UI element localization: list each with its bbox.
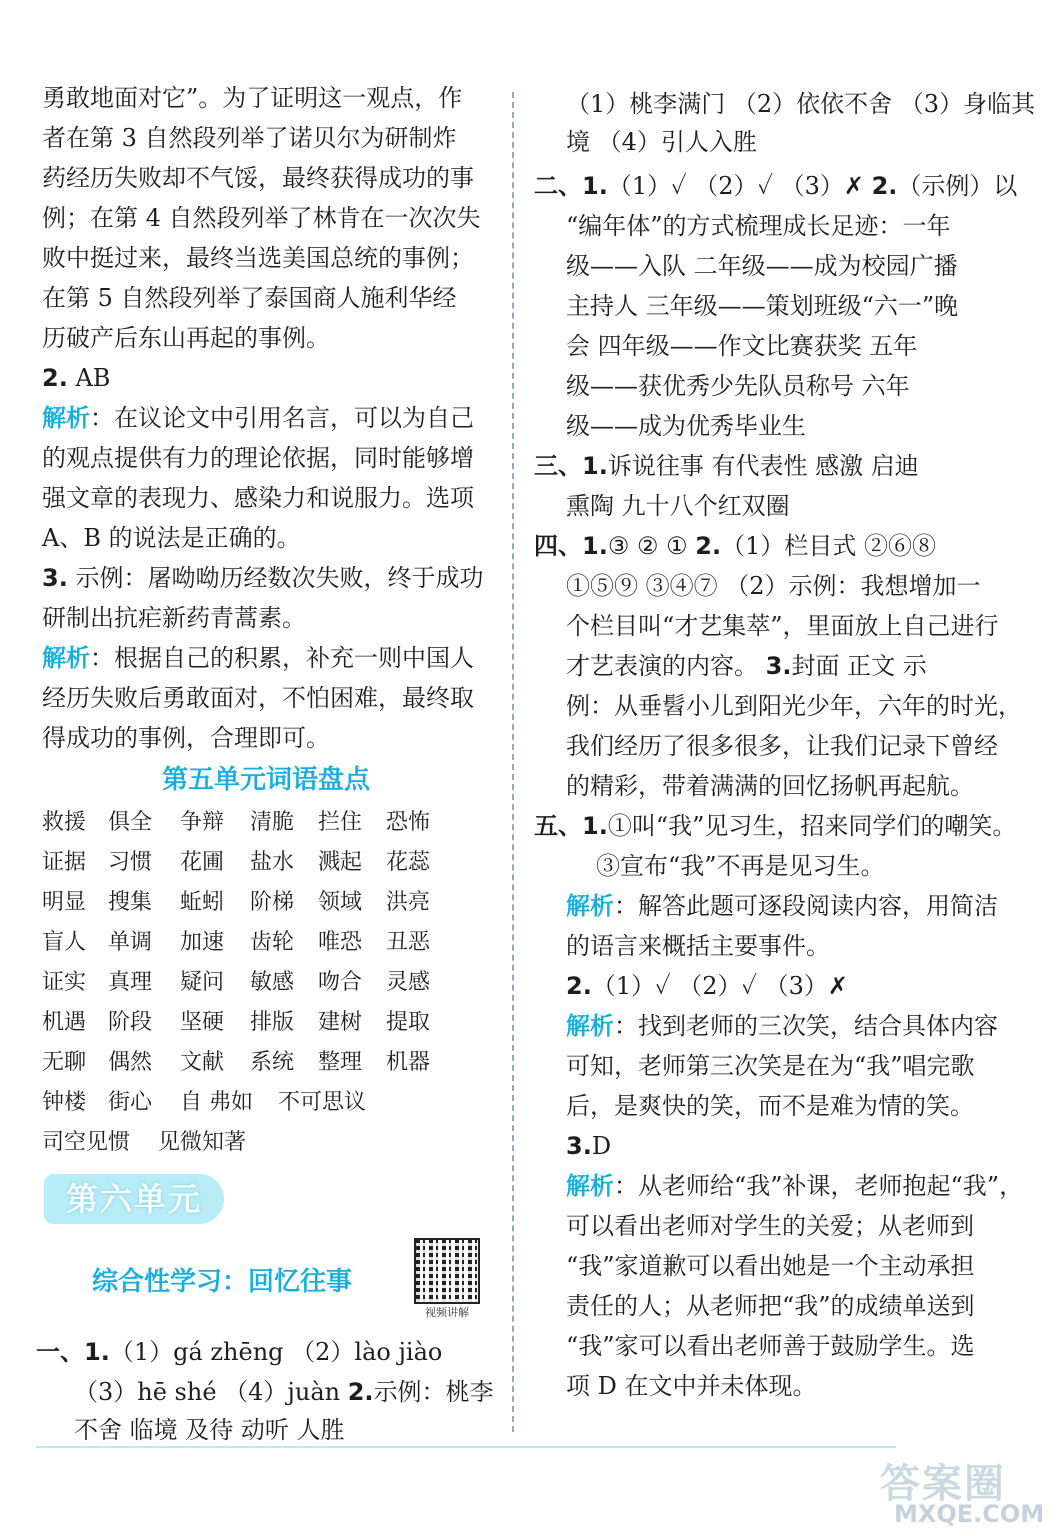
text-line: 勇敢地面对它”。为了证明这一观点，作 [42, 84, 463, 112]
text-line: （1）桃李满门 （2）依依不舍 （3）身临其 [566, 90, 1036, 118]
question-number: 3. [566, 1132, 592, 1160]
answer-text: 示例：屠呦呦历经数次失败，终于成功 [75, 564, 484, 592]
answer-text: ③ ② ① [607, 532, 696, 560]
text-line: 境 （4）引人入胜 [566, 128, 757, 156]
section-title: 第五单元词语盘点 [161, 765, 370, 795]
analysis-text: 可以看出老师对学生的关爱；从老师到 [566, 1212, 974, 1240]
vocab-word: 明显 [42, 890, 87, 915]
vocab-word: 司空见惯 [42, 1130, 131, 1155]
answer-text: AB [75, 364, 111, 392]
analysis-text: ：在议论文中引用名言，可以为自己 [90, 404, 474, 432]
part-prefix: 二、1. [534, 172, 608, 200]
answer-text: 会 四年级——作文比赛获奖 五年 [566, 332, 918, 360]
vocab-word: 街心 [108, 1090, 153, 1115]
vocab-word: 建树 [318, 1010, 363, 1035]
vocab-word: 见微知著 [158, 1130, 247, 1155]
vocab-word: 加速 [180, 930, 225, 955]
vocab-word: 坚硬 [180, 1010, 225, 1035]
answer-line [534, 526, 936, 566]
answer-line [566, 486, 790, 526]
analysis-line [566, 1006, 998, 1046]
watermark [880, 1452, 1050, 1532]
answer-line [566, 406, 806, 446]
vocab-word: 无聊 [42, 1050, 87, 1075]
answer-line [566, 366, 910, 406]
vocab-word: 溅起 [318, 850, 363, 875]
analysis-line [566, 1246, 975, 1286]
part-prefix: 三、1. [534, 452, 608, 480]
analysis-label: 解析 [566, 892, 614, 920]
vocab-word: 阶梯 [250, 890, 295, 915]
analysis-line: 得成功的事例，合理即可。 [42, 724, 330, 752]
vocab-word: 真理 [108, 970, 153, 995]
answer-text: 熏陶 九十八个红双圈 [566, 492, 790, 520]
analysis-text: 责任的人；从老师把“我”的成绩单送到 [566, 1292, 975, 1320]
answer-text: 级——成为优秀毕业生 [566, 412, 806, 440]
question [566, 966, 848, 1006]
answer-text: ①叫“我”见习生，招来同学们的嘲笑。 [607, 812, 1017, 840]
answer-text: 个栏目叫“才艺集萃”，里面放上自己进行 [566, 612, 999, 640]
vocab-word: 救援 [42, 810, 87, 835]
vocab-word: 吻合 [318, 970, 363, 995]
answer-text: 封面 正文 示 [791, 652, 927, 680]
answer-line [596, 846, 885, 886]
vocab-word: 提取 [386, 1010, 431, 1035]
question-3 [42, 558, 483, 598]
analysis-text: ：根据自己的积累，补充一则中国人 [90, 644, 474, 672]
answer-text: 研制出抗疟新药青蒿素。 [42, 604, 306, 632]
text-line: 败中挺过来，最终当选美国总统的事例； [42, 244, 474, 272]
vocab-word: 整理 [318, 1050, 363, 1075]
question [566, 1126, 611, 1166]
answer-text: （1）✓ （2）✓ （3）✗ [607, 172, 872, 200]
pinyin-answer: （1）gá zhēng （2）lào jiào [109, 1338, 443, 1366]
vocab-word: 恐怖 [386, 810, 431, 835]
answer-line [566, 566, 981, 606]
answer-text: ③宣布“我”不再是见习生。 [596, 852, 885, 880]
vocab-word: 证实 [42, 970, 87, 995]
vocab-word: 争辩 [180, 810, 225, 835]
vocab-word: 阶段 [108, 1010, 153, 1035]
vocab-word: 单调 [108, 930, 153, 955]
answer-text: （1）✓ （2）✓ （3）✗ [591, 972, 848, 1000]
question-number: 3. [42, 564, 68, 592]
question-number: 2. [695, 532, 722, 560]
part-prefix: 一、1. [36, 1338, 110, 1366]
analysis-label: 解析 [42, 404, 90, 432]
answer-text: 主持人 三年级——策划班级“六一”晚 [566, 292, 959, 320]
analysis-line [42, 398, 474, 438]
vocab-word: 习惯 [108, 850, 153, 875]
answer-text: D [591, 1132, 612, 1160]
watermark-url: MXQE.COM [894, 1500, 1045, 1528]
vocab-word: 证据 [42, 850, 87, 875]
question-number: 2. [42, 364, 68, 392]
answer-text: 的精彩，带着满满的回忆扬帆再起航。 [566, 772, 974, 800]
analysis-line: A、B 的说法是正确的。 [42, 524, 301, 552]
vocab-word: 灵感 [386, 970, 431, 995]
vocab-word: 机器 [386, 1050, 431, 1075]
column-divider [512, 92, 514, 1432]
answer-line [566, 766, 974, 806]
text-line: 例；在第 4 自然段列举了林肯在一次次失 [42, 204, 481, 232]
part-prefix: 四、1. [534, 532, 608, 560]
answer-text: 才艺表演的内容。 [566, 652, 766, 680]
vocab-word: 洪亮 [386, 890, 431, 915]
answer-line [566, 726, 998, 766]
answer-line [566, 686, 1022, 726]
analysis-line [566, 926, 830, 966]
vocab-word: 俱全 [108, 810, 153, 835]
question-number: 2. [347, 1378, 374, 1406]
vocab-word: 系统 [250, 1050, 295, 1075]
answer-text: 我们经历了很多很多，让我们记录下曾经 [566, 732, 998, 760]
text-line: 药经历失败却不气馁，最终获得成功的事 [42, 164, 474, 192]
analysis-text: “我”家可以看出老师善于鼓励学生。选 [566, 1332, 975, 1360]
part1-line: 不舍 临境 及待 动听 人胜 [74, 1416, 345, 1444]
vocab-word: 机遇 [42, 1010, 87, 1035]
answer-text: （1）栏目式 ②⑥⑧ [721, 532, 936, 560]
analysis-label: 解析 [42, 644, 90, 672]
footer-rule [36, 1446, 896, 1448]
vocab-word: 盐水 [250, 850, 295, 875]
answer-text: （示例）以 [897, 172, 1018, 200]
answer-text: 例：从垂髫小儿到阳光少年，六年的时光， [566, 692, 1022, 720]
vocab-word: 敏感 [250, 970, 295, 995]
analysis-line [566, 1326, 975, 1366]
analysis-label: 解析 [566, 1172, 614, 1200]
part-prefix: 五、1. [534, 812, 608, 840]
pinyin-answer: （3）hē shé （4）juàn [74, 1378, 348, 1406]
vocab-word: 唯恐 [318, 930, 363, 955]
question-number: 3. [765, 652, 792, 680]
answer-text: 示例：桃李 [373, 1378, 494, 1406]
answer-line [534, 806, 1016, 846]
answer-line [534, 166, 1017, 206]
answer-line [566, 646, 927, 686]
analysis-line [42, 638, 474, 678]
analysis-label: 解析 [566, 1012, 614, 1040]
analysis-line [566, 1086, 974, 1126]
sub-title: 综合性学习：回忆往事 [91, 1267, 352, 1297]
vocab-word: 盲人 [42, 930, 87, 955]
analysis-line [566, 1286, 975, 1326]
qr-code-icon[interactable] [414, 1238, 480, 1304]
text-line: 在第 5 自然段列举了泰国商人施利华经 [42, 284, 457, 312]
vocab-word: 丑恶 [386, 930, 431, 955]
analysis-line [566, 1366, 817, 1406]
question-number: 2. [871, 172, 898, 200]
answer-text: 级——获优秀少先队员称号 六年 [566, 372, 910, 400]
text-line: 历破产后东山再起的事例。 [42, 324, 330, 352]
answer-text: “编年体”的方式梳理成长足迹：一年 [566, 212, 951, 240]
vocab-word: 疑问 [180, 970, 225, 995]
vocab-word: 蚯蚓 [180, 890, 225, 915]
analysis-line: 经历失败后勇敢面对，不怕困难，最终取 [42, 684, 474, 712]
vocab-word: 自 弗如 [180, 1090, 253, 1115]
analysis-text: 后，是爽快的笑，而不是难为情的笑。 [566, 1092, 974, 1120]
answer-line [566, 606, 999, 646]
vocab-word: 排版 [250, 1010, 295, 1035]
text-line: 者在第 3 自然段列举了诺贝尔为研制炸 [42, 124, 457, 152]
analysis-text: 可知，老师第三次笑是在为“我”唱完歌 [566, 1052, 975, 1080]
answer-text: 诉说往事 有代表性 感激 启迪 [607, 452, 919, 480]
answer-text: 级——入队 二年级——成为校园广播 [566, 252, 958, 280]
analysis-line: 的观点提供有力的理论依据，同时能够增 [42, 444, 474, 472]
qr-label: 视频讲解 [425, 1306, 469, 1319]
answer-line [566, 246, 958, 286]
analysis-line [566, 886, 998, 926]
vocab-word: 齿轮 [250, 930, 295, 955]
answer-line [566, 286, 958, 326]
analysis-text: ：解答此题可逐段阅读内容，用简洁 [614, 892, 998, 920]
answer-text: ①⑤⑨ ③④⑦ （2）示例：我想增加一 [566, 572, 981, 600]
vocab-word: 清脆 [250, 810, 295, 835]
analysis-line [566, 1046, 975, 1086]
vocab-word: 钟楼 [42, 1090, 87, 1115]
analysis-text: 的语言来概括主要事件。 [566, 932, 830, 960]
analysis-text: “我”家道歉可以看出她是一个主动承担 [566, 1252, 975, 1280]
analysis-text: ：从老师给“我”补课，老师抱起“我”， [614, 1172, 1024, 1200]
answer-line [566, 326, 917, 366]
question-2 [42, 358, 110, 398]
question-number: 2. [566, 972, 592, 1000]
analysis-text: 项 D 在文中并未体现。 [566, 1372, 817, 1400]
part1-line [74, 1372, 494, 1412]
vocab-word: 不可思议 [278, 1090, 367, 1115]
answer-line [534, 446, 919, 486]
watermark-text: 答案圈 [880, 1461, 1006, 1507]
analysis-text: ：找到老师的三次笑，结合具体内容 [614, 1012, 998, 1040]
vocab-word: 搜集 [108, 890, 153, 915]
vocab-word: 花圃 [180, 850, 225, 875]
unit-badge: 第六单元 [44, 1174, 224, 1224]
analysis-line [566, 1166, 1023, 1206]
part1-line [36, 1332, 442, 1372]
vocab-word: 花蕊 [386, 850, 431, 875]
vocab-word: 偶然 [108, 1050, 153, 1075]
vocab-word: 拦住 [318, 810, 363, 835]
vocab-word: 领域 [318, 890, 363, 915]
analysis-line: 强文章的表现力、感染力和说服力。选项 [42, 484, 474, 512]
answer-line [566, 206, 951, 246]
vocab-word: 文献 [180, 1050, 225, 1075]
analysis-line [566, 1206, 974, 1246]
